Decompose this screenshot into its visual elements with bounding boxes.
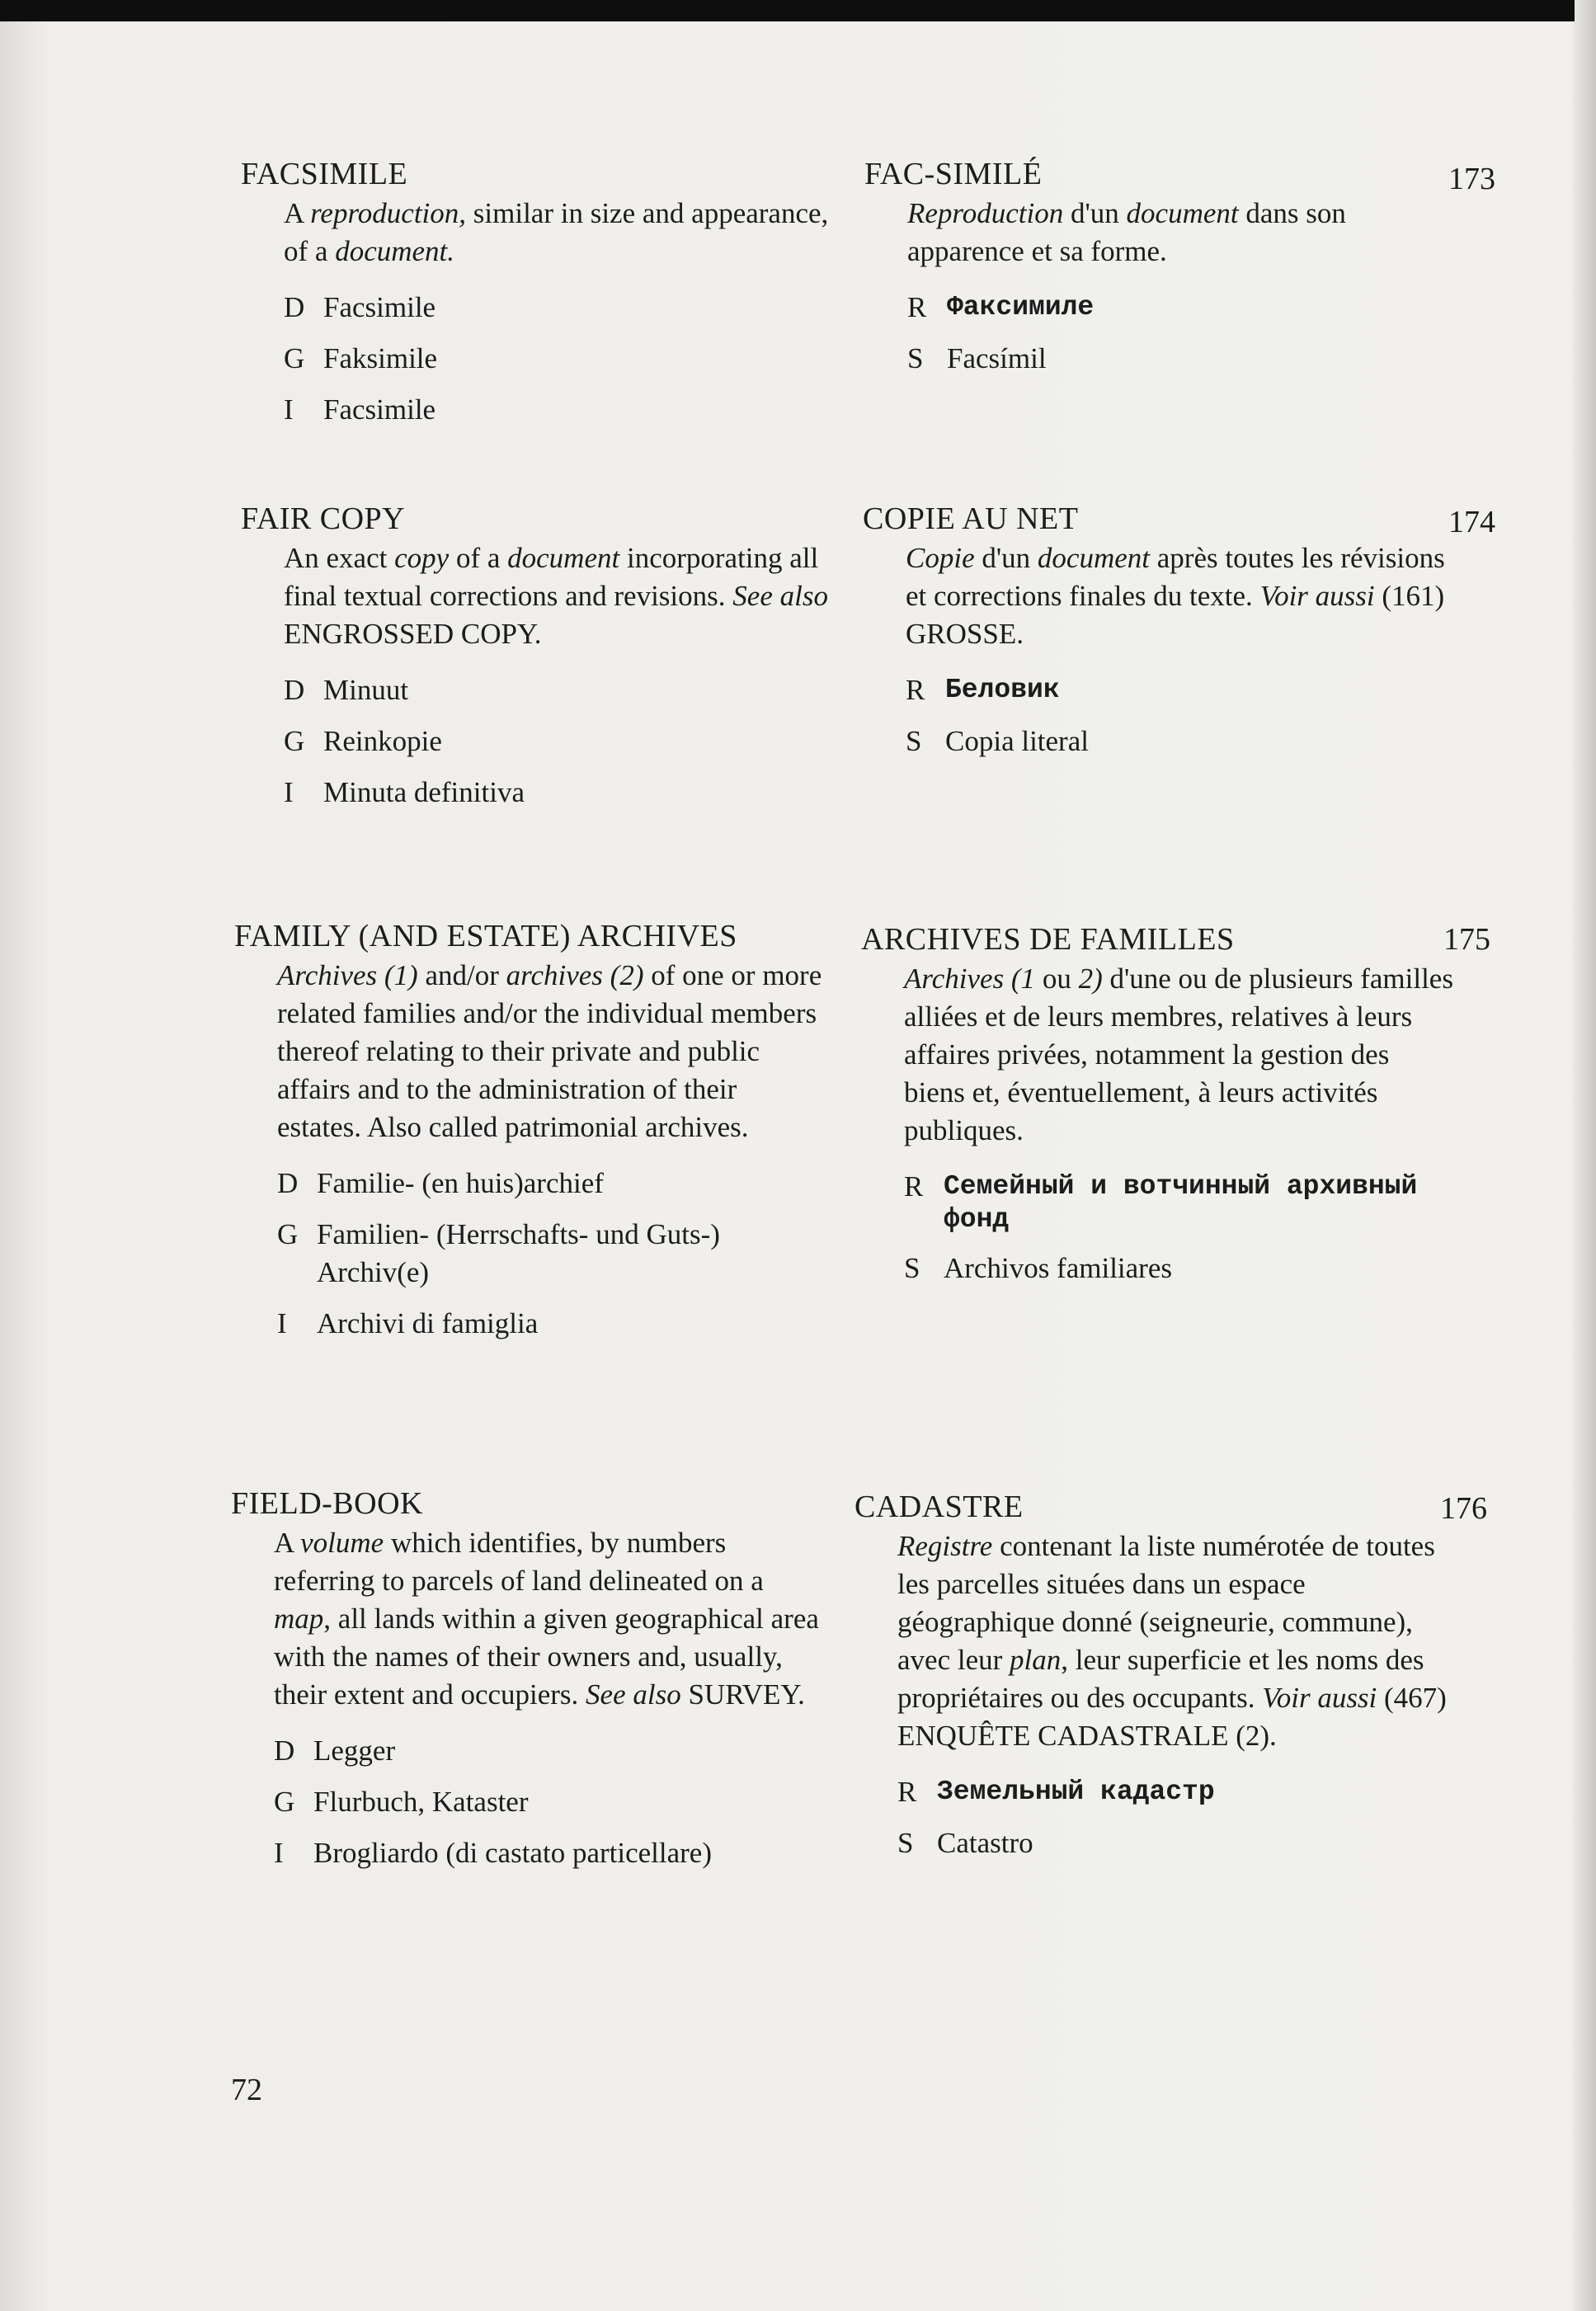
language-code: I (284, 776, 294, 808)
entry-en (234, 917, 828, 1356)
headword-en: FACSIMILE (241, 157, 408, 191)
equivalent-row (284, 289, 835, 327)
language-code: G (274, 1786, 295, 1818)
definition (897, 1527, 1448, 1755)
definition-italic-term: map (274, 1603, 324, 1635)
entry-number: 174 (1448, 505, 1495, 539)
equivalents-list (277, 1165, 828, 1343)
language-code: D (284, 674, 305, 706)
equivalent-row (277, 1216, 828, 1292)
definition-text: d'un (974, 542, 1038, 574)
equivalent-row (274, 1732, 825, 1770)
definition-text: dans son apparence et sa forme. (907, 197, 1346, 267)
definition-text: (161) GROSSE. (906, 580, 1445, 650)
definition-text: similar in size and appearance, of a (284, 197, 829, 267)
definition-italic-term: Registre (897, 1530, 993, 1562)
headword-fr: FAC-SIMILÉ (864, 157, 1043, 191)
language-code: S (897, 1827, 914, 1859)
definition-italic-term: document. (335, 235, 455, 267)
definition-italic-term: reproduction, (310, 197, 467, 229)
definition (274, 1524, 825, 1714)
definition-italic-term: copy (394, 542, 450, 574)
definition-text: ENGROSSED COPY. (284, 618, 542, 650)
equivalent-term: Familien- (Herrschafts- und Guts-) Archiv(e) (317, 1218, 720, 1288)
language-code: S (907, 342, 924, 374)
definition-italic-term: See also (732, 580, 828, 612)
entry-fr (861, 920, 1455, 1301)
equivalent-term: Faksimile (323, 342, 438, 374)
language-code: I (274, 1837, 284, 1869)
headword-fr: CADASTRE (854, 1490, 1024, 1524)
language-code: R (897, 1776, 917, 1808)
language-code: G (284, 342, 305, 374)
definition-italic-term: See also (586, 1678, 681, 1711)
equivalent-row (284, 391, 835, 429)
entry-en (231, 1485, 825, 1885)
page-number: 72 (231, 2073, 262, 2107)
definition-text: of a (449, 542, 508, 574)
equivalent-row (907, 289, 1458, 327)
definition-text: SURVEY. (680, 1678, 805, 1711)
definition (284, 539, 835, 653)
equivalent-term: Archivos familiares (944, 1252, 1172, 1284)
definition-text: A (284, 197, 311, 229)
definition-text: and/or (417, 959, 506, 991)
language-code: I (284, 393, 294, 426)
definition-italic-term: 2) (1078, 963, 1103, 995)
equivalents-list (284, 289, 835, 429)
definition-text: ou (1035, 963, 1079, 995)
equivalents-list (274, 1732, 825, 1872)
definition-italic-term: Reproduction (907, 197, 1064, 229)
headword-fr: COPIE AU NET (863, 501, 1079, 536)
definition (284, 195, 835, 271)
equivalent-term: Flurbuch, Kataster (313, 1786, 529, 1818)
definition-italic-term: archives (2) (506, 959, 644, 991)
equivalent-row (284, 671, 835, 709)
language-code: D (277, 1167, 299, 1199)
language-code: D (274, 1734, 295, 1767)
definition-text: (467) ENQUÊTE CADASTRALE (2). (897, 1682, 1447, 1752)
equivalent-row (897, 1824, 1448, 1862)
definition (277, 957, 828, 1146)
equivalent-term: Семейный и вотчинный архивный фонд (944, 1171, 1418, 1235)
definition-italic-term: document (507, 542, 620, 574)
equivalent-term: Copia literal (945, 725, 1089, 757)
language-code: R (904, 1170, 924, 1203)
definition-text: incorporating all final textual corrections and revisions. (284, 542, 819, 612)
entry-en (241, 500, 835, 825)
definition-text: après toutes les révisions et corrections finales du texte. (906, 542, 1445, 612)
equivalent-term: Facsímil (947, 342, 1047, 374)
scan-top-edge (0, 0, 1596, 21)
definition-text: d'une ou de plusieurs familles alliées et de leurs membres, relatives à leurs affaires privées, notamment la gestion des biens et, éventuellement, à leurs activités publiques. (904, 963, 1453, 1146)
entry-number: 176 (1440, 1491, 1487, 1526)
definition-text: which identifies, by numbers referring to parcels of land delineated on a (274, 1527, 764, 1597)
definition-italic-term: document (1126, 197, 1239, 229)
language-code: R (907, 291, 927, 323)
equivalent-term: Legger (313, 1734, 396, 1767)
definition-italic-term: volume (300, 1527, 384, 1559)
headword-en: FIELD-BOOK (231, 1486, 423, 1521)
definition-text: contenant la liste numérotée de toutes les parcelles situées dans un espace géographique donné (seigneurie, commune), avec leur (897, 1530, 1435, 1676)
equivalent-term: Земельный кадастр (937, 1777, 1215, 1807)
equivalent-term: Minuut (323, 674, 409, 706)
headword-en: FAIR COPY (241, 501, 406, 536)
equivalent-term: Facsimile (323, 291, 436, 323)
definition-italic-term: Copie (906, 542, 975, 574)
definition-italic-term: Voir aussi (1259, 580, 1375, 612)
language-code: G (284, 725, 305, 757)
definition-text: , leur superficie et les noms des propriétaires ou des occupants. (897, 1644, 1424, 1714)
equivalents-list (906, 671, 1457, 760)
equivalent-row (277, 1165, 828, 1203)
headword-fr: ARCHIVES DE FAMILLES (861, 922, 1235, 957)
definition-text: of one or more related families and/or the individual members thereof relating to their private and public affairs and to the administration of their estates. Also called patrimonial archives. (277, 959, 822, 1143)
definition-italic-term: plan (1010, 1644, 1062, 1676)
entry-fr (863, 500, 1457, 774)
definition-text: An exact (284, 542, 395, 574)
equivalent-row (904, 1250, 1455, 1287)
equivalent-row (904, 1168, 1455, 1236)
equivalent-term: Facsimile (323, 393, 436, 426)
definition-italic-term: Archives (1 (904, 963, 1036, 995)
language-code: R (906, 674, 925, 706)
equivalents-list (284, 671, 835, 812)
definition-text: , all lands within a given geographical area with the names of their owners and, usually, their extent and occupiers. (274, 1603, 819, 1711)
equivalent-row (284, 340, 835, 378)
headword-en: FAMILY (AND ESTATE) ARCHIVES (234, 919, 737, 953)
equivalent-row (274, 1783, 825, 1821)
language-code: S (904, 1252, 920, 1284)
entry-number: 175 (1443, 922, 1490, 957)
equivalent-term: Brogliardo (di castato particellare) (313, 1837, 712, 1869)
language-code: I (277, 1307, 287, 1339)
equivalent-row (906, 671, 1457, 709)
equivalent-row (274, 1834, 825, 1872)
definition (906, 539, 1457, 653)
equivalents-list (907, 289, 1458, 378)
equivalent-term: Familie- (en huis)archief (317, 1167, 604, 1199)
definition-text: A (274, 1527, 301, 1559)
definition-italic-term: Voir aussi (1262, 1682, 1377, 1714)
language-code: S (906, 725, 922, 757)
equivalent-row (284, 774, 835, 812)
entry-number: 173 (1448, 162, 1495, 196)
entry-en (241, 155, 835, 442)
equivalent-term: Беловик (945, 675, 1060, 705)
equivalent-row (277, 1305, 828, 1343)
definition (907, 195, 1458, 271)
equivalents-list (904, 1168, 1455, 1287)
equivalent-term: Факсимиле (947, 292, 1095, 322)
equivalent-row (284, 722, 835, 760)
equivalent-term: Catastro (937, 1827, 1033, 1859)
entry-fr (864, 155, 1458, 391)
equivalent-term: Minuta definitiva (323, 776, 525, 808)
entry-fr (854, 1488, 1448, 1876)
definition-text: d'un (1063, 197, 1127, 229)
equivalent-term: Reinkopie (323, 725, 442, 757)
equivalents-list (897, 1773, 1448, 1862)
language-code: D (284, 291, 305, 323)
equivalent-term: Archivi di famiglia (317, 1307, 539, 1339)
definition (904, 960, 1455, 1150)
equivalent-row (897, 1773, 1448, 1811)
scan-right-edge (1575, 0, 1596, 2311)
definition-italic-term: Archives (1) (277, 959, 418, 991)
equivalent-row (907, 340, 1458, 378)
equivalent-row (906, 722, 1457, 760)
definition-italic-term: document (1037, 542, 1150, 574)
language-code: G (277, 1218, 299, 1250)
